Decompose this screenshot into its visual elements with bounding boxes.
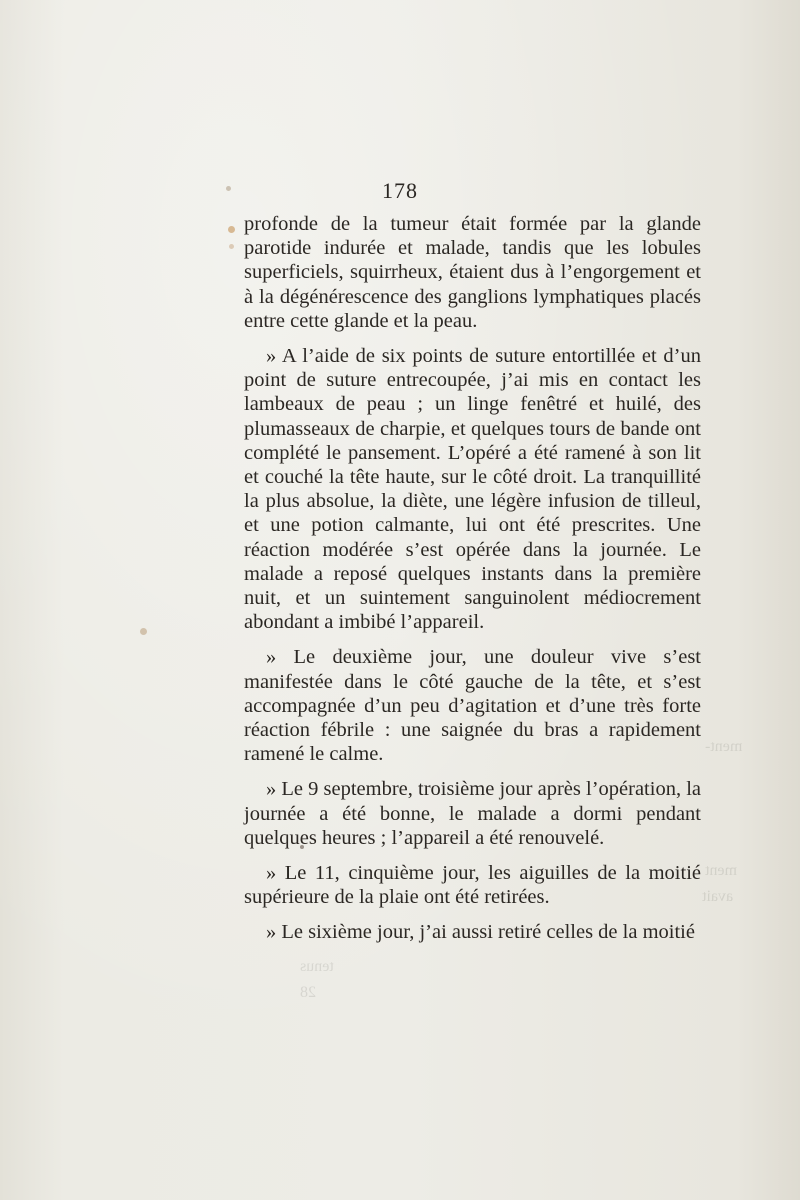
paper-spot (229, 244, 234, 249)
show-through-text: avait (702, 888, 734, 905)
show-through-text: 28 (300, 984, 316, 1001)
paragraph: » A l’aide de six points de suture entortillée et d’un point de suture entrecoupée, j’ai mis en contact les lambeaux de peau ; un linge fenêtré et huilé, des plumasseaux de charpie, et quelques tours de bande ont complété le pansement. L’opéré a été ramené à son lit et couché la tête haute, sur le côté droit. La tranquillité la plus absolue, la diète, une légère infusion de tilleul, et une potion calmante, lui ont été prescrites. Une réaction modérée s’est opérée dans la journée. Le malade a reposé quelques instants dans la première nuit, et un suintement sanguinolent médiocrement abondant a imbibé l’appareil. (244, 345, 701, 634)
body-text (244, 212, 701, 956)
paragraph: » Le sixième jour, j’ai aussi retiré celles de la moitié (266, 921, 695, 944)
paragraph: » Le deuxième jour, une douleur vive s’est manifestée dans le côté gauche de la tête, et s’est accompagnée d’un peu d’agitation et d’une très forte réaction fébrile : une saignée du bras a rapidement ramené le calme. (244, 646, 701, 766)
page-number: 178 (382, 178, 418, 203)
show-through-text: tenus (300, 958, 334, 975)
paragraph: » Le 11, cinquième jour, les aiguilles de la moitié supérieure de la plaie ont été retirées. (244, 862, 701, 909)
show-through-text: ment- (705, 738, 743, 755)
paragraph: » Le 9 septembre, troisième jour après l’opération, la journée a été bonne, le malade a dormi pendant quelques heures ; l’appareil a été renouvelé. (244, 778, 701, 849)
show-through-text: ment (705, 862, 737, 879)
paper-spot (228, 226, 235, 233)
paragraph: profonde de la tumeur était formée par la glande parotide indurée et malade, tandis que les lobules superficiels, squirrheux, étaient dus à l’engorgement et à la dégénérescence des ganglions lymphatiques placés entre cette glande et la peau. (244, 213, 701, 332)
paper-spot (140, 628, 147, 635)
